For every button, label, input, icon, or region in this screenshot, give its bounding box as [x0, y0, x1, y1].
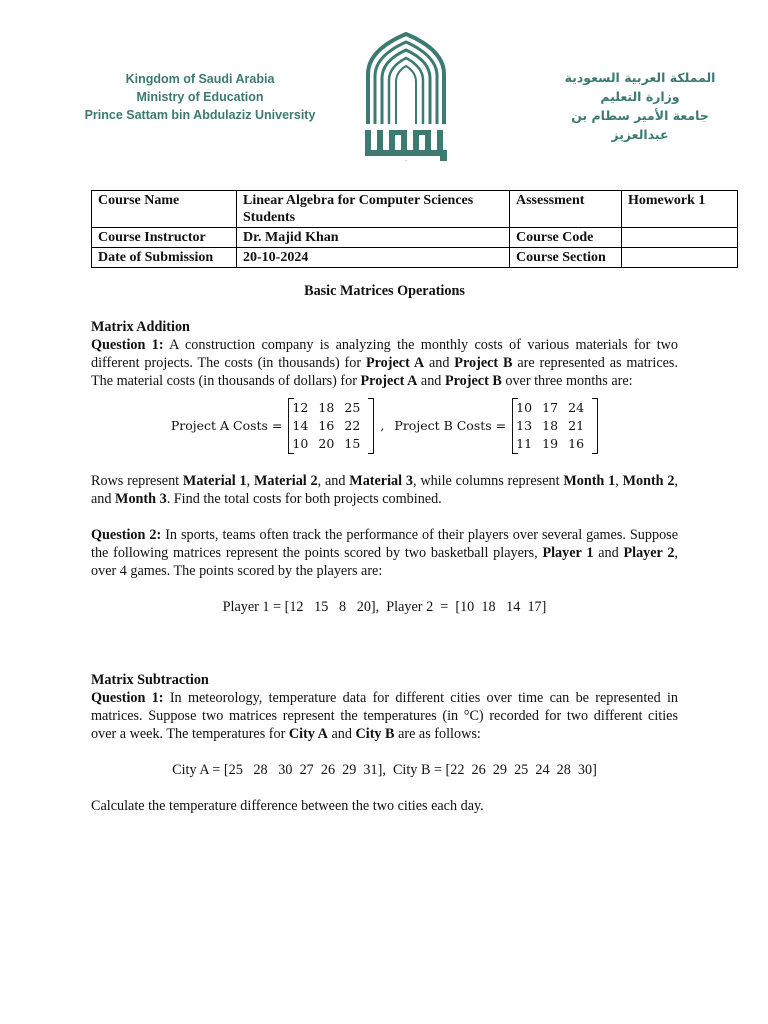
- header-english: [84, 70, 316, 124]
- header-line-ministry-ar: وزارة التعليم: [600, 89, 680, 104]
- matrix-a-label: Project A Costs =: [170, 418, 283, 433]
- course-name-label: Course Name: [92, 191, 237, 228]
- section-heading-addition: Matrix Addition: [91, 319, 190, 335]
- document-body: [91, 282, 678, 815]
- cost-matrices: [91, 398, 678, 454]
- assessment-label: Assessment: [510, 191, 622, 228]
- header-line-kingdom-ar: المملكة العربية السعودية: [564, 70, 716, 85]
- instructor-label: Course Instructor: [92, 228, 237, 248]
- course-info-table: [91, 190, 738, 268]
- question-1-text: Question 1: A construction company is analyzing the monthly costs of various materials for two different projects. The costs (in thousands) for Project A and Project B are represented as matrices. The material costs (in thousands of dollars) for Project A and Project B over three months are:: [91, 337, 679, 389]
- matrix-b-label: Project B Costs =: [394, 418, 507, 433]
- page-title: Basic Matrices Operations: [304, 283, 465, 299]
- header-line-university-ar: جامعة الأمير سطام بن عبدالعزيز: [571, 108, 709, 142]
- header-line-university: Prince Sattam bin Abdulaziz University: [84, 108, 316, 122]
- header-arabic: [550, 68, 730, 144]
- header-line-kingdom: Kingdom of Saudi Arabia: [125, 72, 275, 86]
- submission-date-label: Date of Submission: [92, 248, 237, 268]
- matrix-separator: ,: [380, 418, 385, 433]
- matrix-a: 12 18 25 14 16 22 10 20 15: [288, 398, 374, 454]
- instructor-value: Dr. Majid Khan: [237, 228, 510, 248]
- logo-text: سطام: [404, 161, 408, 162]
- assessment-value: Homework 1: [622, 191, 738, 228]
- rows-columns-text: Rows represent Material 1, Material 2, and Material 3, while columns represent Month 1, Month 2, and Month 3. Find the total costs for both projects combined.: [91, 473, 679, 507]
- submission-date-value: 20-10-2024: [237, 248, 510, 268]
- course-name-value: Linear Algebra for Computer Sciences Students: [237, 191, 510, 228]
- university-logo: [360, 30, 452, 162]
- player-points-equation: Player 1 = [12 15 8 20], Player 2 = [10 18 14 17]: [222, 599, 547, 615]
- city-temperature-equation: City A = [25 28 30 27 26 29 31], City B = [22 26 29 25 24 28 30]: [172, 762, 597, 778]
- question-2-text: Question 2: In sports, teams often track the performance of their players over several games. Suppose the following matrices represent the points scored by two basketball players, Player 1 and Player 2, over 4 games. The points scored by the players are:: [91, 527, 679, 579]
- matrix-b: 10 17 24 13 18 21 11 19 16: [512, 398, 598, 454]
- course-code-value: [622, 228, 738, 248]
- course-section-label: Course Section: [510, 248, 622, 268]
- header-line-ministry: Ministry of Education: [136, 90, 264, 104]
- question-3-instruction: Calculate the temperature difference between the two cities each day.: [91, 798, 484, 814]
- course-section-value: [622, 248, 738, 268]
- course-code-label: Course Code: [510, 228, 622, 248]
- section-heading-subtraction: Matrix Subtraction: [91, 672, 209, 688]
- question-3-text: Question 1: In meteorology, temperature data for different cities over time can be represented in matrices. Suppose two matrices represent the temperatures (in °C) recorded for two different cities over a week. The temperatures for City A and City B are as follows:: [91, 690, 679, 742]
